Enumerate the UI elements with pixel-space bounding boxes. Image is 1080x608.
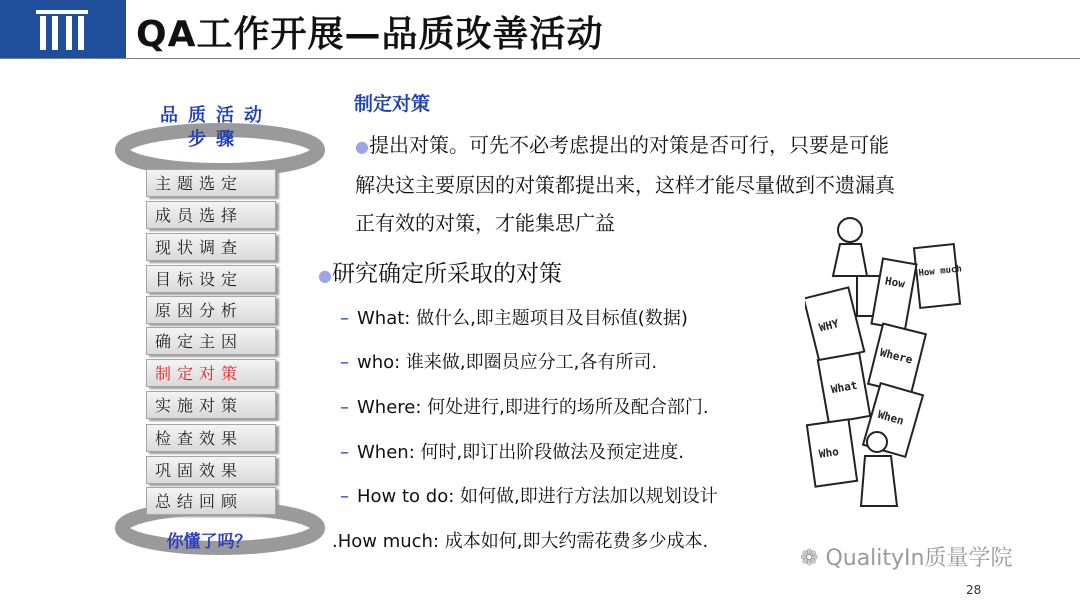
steps-list <box>140 163 286 517</box>
dash-icon: – <box>340 352 349 373</box>
bullet-dot-icon: ● <box>355 137 369 156</box>
steps-heading-line2: 步骤 <box>188 129 244 150</box>
subheading <box>318 255 562 288</box>
step-item: 原因分析 <box>146 296 276 324</box>
list-item-text: who: 谁来做,即圈员应分工,各有所司. <box>357 352 658 373</box>
logo-icon <box>0 0 126 58</box>
list-item-text: When: 何时,即订出阶段做法及预定进度. <box>357 442 684 463</box>
step-item: 巩固效果 <box>146 456 276 484</box>
logo <box>0 0 126 58</box>
step-item: 成员选择 <box>146 201 276 229</box>
dash-icon: – <box>340 397 349 418</box>
step-item: 现状调查 <box>146 233 276 261</box>
sign-where: Where <box>878 345 914 367</box>
paragraph-line <box>355 126 985 166</box>
list-item: .How much: 成本如何,即大约需花费多少成本. <box>332 531 709 552</box>
watermark-text: QualityIn质量学院 <box>825 546 1013 571</box>
step-item: 检查效果 <box>146 424 276 452</box>
list-item-text: How to do: 如何做,即进行方法加以规划设计 <box>357 486 718 507</box>
page-title: QA工作开展—品质改善活动 <box>136 14 604 55</box>
sign-when: When <box>876 407 906 428</box>
paragraph-line-text: 提出对策。可先不必考虑提出的对策是否可行，只要是可能 <box>368 133 889 157</box>
sign-why: WHY <box>817 317 841 335</box>
steps-footer: 你懂了吗？ <box>166 532 252 552</box>
bullet-dot-icon: ● <box>318 266 332 285</box>
step-item: 主题选定 <box>146 169 276 197</box>
list-item <box>340 482 718 508</box>
sign-how-much: How much <box>918 264 963 279</box>
title-divider <box>0 58 1080 59</box>
questions-illustration <box>805 216 965 526</box>
paragraph-line: 解决这主要原因的对策都提出来，这样才能尽量做到不遗漏真 <box>355 173 895 197</box>
dash-icon: – <box>340 486 349 507</box>
list-item-text: Where: 何处进行,即进行的场所及配合部门. <box>357 397 709 418</box>
step-item: 实施对策 <box>146 391 276 419</box>
dash-icon: – <box>340 442 349 463</box>
section-title: 制定对策 <box>354 93 431 115</box>
list-item-text: What: 做什么,即主题项目及目标值(数据) <box>357 308 688 329</box>
sign-who: Who <box>818 445 840 461</box>
page-number: 28 <box>966 583 982 597</box>
list-item <box>340 438 684 464</box>
sign-how: How <box>884 274 906 291</box>
list-item <box>340 304 688 330</box>
wechat-icon: ❁ <box>800 546 819 571</box>
dash-icon: – <box>340 308 349 329</box>
steps-heading-line1: 品质活动 <box>160 105 272 126</box>
subheading-text: 研究确定所采取的对策 <box>331 261 562 287</box>
list-item <box>340 348 657 374</box>
step-item: 确定主因 <box>146 327 276 355</box>
sign-what: What <box>829 378 859 397</box>
step-item: 总结回顾 <box>146 487 276 515</box>
steps-heading <box>146 104 286 152</box>
watermark <box>800 541 1012 572</box>
list-item <box>340 393 709 419</box>
paragraph-line: 正有效的对策，才能集思广益 <box>355 211 615 235</box>
step-item: 目标设定 <box>146 265 276 293</box>
step-item-active: 制定对策 <box>146 359 276 387</box>
